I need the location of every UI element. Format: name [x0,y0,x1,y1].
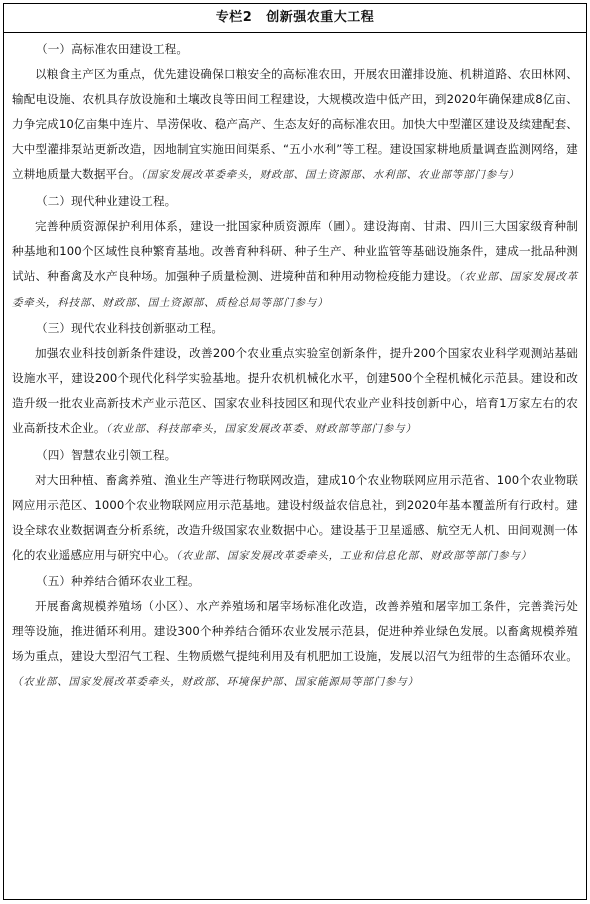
section-paragraph-2 [12,214,578,316]
section-body-3: 加强农业科技创新条件建设，改善200个农业重点实验室创新条件，提升200个国家农业科学观测站基础设施水平，建设200个现代化科学实验基地。提升农机机械化水平，创建500个全程机械化示范县。建设和改造升级一批农业高新技术产业示范区、国家农业科技园区和现代农业产业科技创新中心，培育1万家左右的农业高新技术企业。 [12,346,578,436]
section-heading-4: （四）智慧农业引领工程。 [36,447,177,462]
section-note-1: （国家发展改革委牵头，财政部、国土资源部、水利部、农业部等部门参与） [140,169,520,182]
section-note-4: （农业部、国家发展改革委牵头，工业和信息化部、财政部等部门参与） [175,549,533,562]
section-note-5: （农业部、国家发展改革委牵头，财政部、环境保护部、国家能源局等部门参与） [12,676,419,689]
section-body-1: 以粮食主产区为重点，优先建设确保口粮安全的高标准农田，开展农田灌排设施、机耕道路、农田林网、输配电设施、农机具存放设施和土壤改良等田间工程建设，大规模改造中低产田，到2020年确保建成8亿亩、力争完成10亿亩集中连片、旱涝保收、稳产高产、生态友好的高标准农田。加快大中型灌区建设及续建配套、大中型灌排泵站更新改造，因地制宜实施田间渠系、“五小水利”等工程。建设国家耕地质量调查监测网络，建立耕地质量大数据平台。 [12,67,578,182]
section-body-4: 对大田种植、畜禽养殖、渔业生产等进行物联网改造，建成10个农业物联网应用示范省、100个农业物联网应用示范区、1000个农业物联网应用示范基地。建设村级益农信息社，到2020年基本覆盖所有行政村。建设全球农业数据调查分析系统，改造升级国家农业数据中心。建设基于卫星遥感、航空无人机、田间观测一体化的农业遥感应用与研究中心。 [12,472,578,562]
section-paragraph-4 [12,468,578,569]
section-paragraph-3 [12,341,578,442]
box-body [4,33,586,695]
column-box [3,3,587,900]
section-body-5: 开展畜禽规模养殖场（小区）、水产养殖场和屠宰场标准化改造，改善养殖和屠宰加工条件，完善粪污处理等设施，推进循环利用。建设300个种养结合循环农业发展示范县，促进种养业绿色发展。以畜禽规模养殖场为重点，建设大型沼气工程、生物质燃气提纯利用及有机肥加工设施，发展以沼气为纽带的生态循环农业。 [12,599,578,664]
section-body-2: 完善种质资源保护利用体系，建设一批国家种质资源库（圃）。建设海南、甘肃、四川三大国家级育种制种基地和100个区域性良种繁育基地。改善育种科研、种子生产、种业监管等基础设施条件，建成一批品种测试站、种畜禽及水产良种场。加强种子质量检测、进境种苗和种用动物检疫能力建设。 [12,218,578,283]
section-heading-3: （三）现代农业科技创新驱动工程。 [36,321,224,336]
section-note-2: （农业部、国家发展改革委牵头，科技部、财政部、国土资源部、质检总局等部门参与） [12,270,578,309]
section-note-3: （农业部、科技部牵头，国家发展改革委、财政部等部门参与） [105,423,417,436]
section-heading-1: （一）高标准农田建设工程。 [36,42,189,56]
section-heading-2: （二）现代种业建设工程。 [36,193,177,208]
box-title-number: 专栏2 [215,10,253,25]
box-title-text: 创新强农重大工程 [266,10,375,25]
box-title [4,4,586,33]
section-paragraph-1 [12,62,578,188]
section-heading-5: （五）种养结合循环农业工程。 [36,573,200,588]
section-paragraph-5 [12,594,578,695]
